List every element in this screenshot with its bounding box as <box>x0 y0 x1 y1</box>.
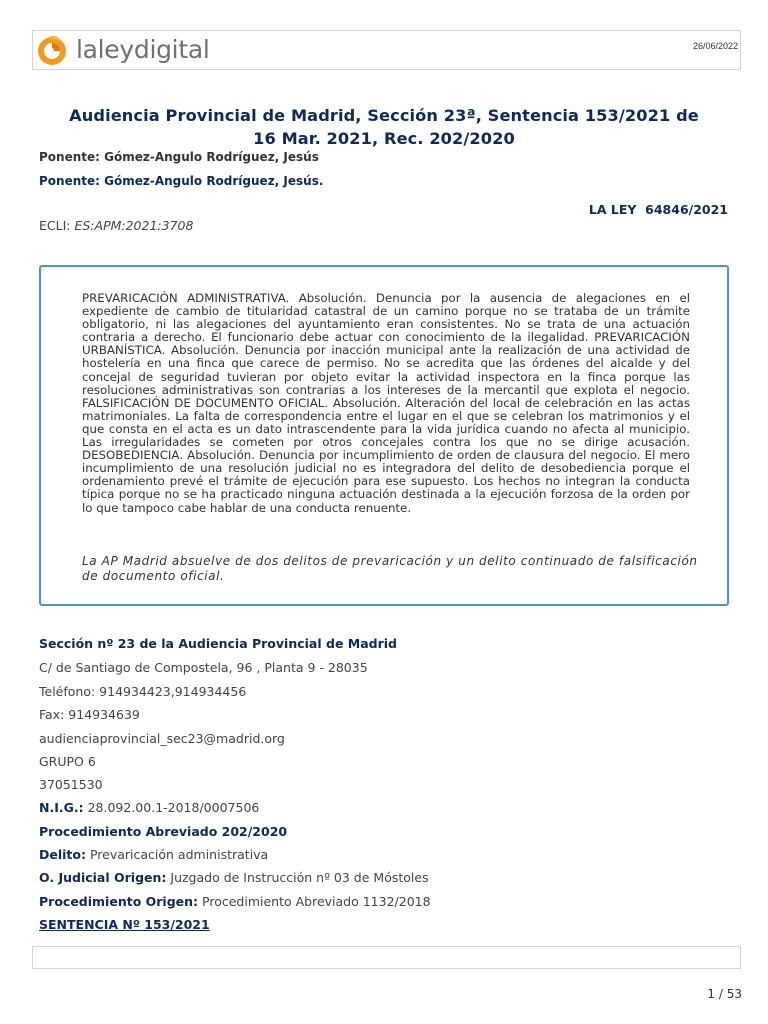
procedure: Procedimiento Abreviado 202/2020 <box>39 824 288 839</box>
court-address: C/ de Santiago de Compostela, 96 , Planta 9 - 28035 <box>39 660 368 675</box>
court-group: GRUPO 6 <box>39 754 96 769</box>
print-date: 26/06/2022 <box>692 41 738 51</box>
court-email[interactable]: audienciaprovincial_sec23@madrid.org <box>39 731 285 746</box>
sentencia-heading[interactable]: SENTENCIA Nº 153/2021 <box>39 917 210 932</box>
summary-box <box>39 265 729 606</box>
proc-origin-label: Procedimiento Origen: <box>39 894 199 909</box>
ponente-link[interactable]: Ponente: Gómez-Angulo Rodríguez, Jesús. <box>39 174 324 188</box>
origin-value: Juzgado de Instrucción nº 03 de Móstoles <box>166 870 429 885</box>
logo[interactable] <box>34 31 210 69</box>
ecli-value: ES:APM:2021:3708 <box>74 218 194 233</box>
nig-value: 28.092.00.1-2018/0007506 <box>83 800 260 815</box>
title-line-1: Audiencia Provincial de Madrid, Sección 23ª, Sentencia 153/2021 de <box>69 106 699 125</box>
origin-label: O. Judicial Origen: <box>39 870 167 885</box>
court-section: Sección nº 23 de la Audiencia Provincial de Madrid <box>39 636 397 651</box>
page-number: 1 / 53 <box>707 987 742 1001</box>
summary-italic: La AP Madrid absuelve de dos delitos de prevaricación y un delito continuado de falsificación de documento oficial. <box>82 554 698 583</box>
title-line-2: 16 Mar. 2021, Rec. 202/2020 <box>253 129 515 148</box>
page-title <box>36 104 732 150</box>
delito-row <box>39 847 268 862</box>
court-code: 37051530 <box>39 777 103 792</box>
logo-text: laleydigital <box>76 35 210 64</box>
court-fax: Fax: 914934639 <box>39 707 140 722</box>
proc-origin-value: Procedimiento Abreviado 1132/2018 <box>198 894 431 909</box>
origin-row <box>39 870 429 885</box>
delito-label: Delito: <box>39 847 86 862</box>
delito-value: Prevaricación administrativa <box>86 847 269 862</box>
summary-text: PREVARICACIÓN ADMINISTRATIVA. Absolución. Denuncia por la ausencia de alegaciones en el expediente de cambio de titularidad catastral de un camino porque no se trataba de un trámite obligatorio, ni las alegaciones del ayuntamiento eran consistentes. No se trata de una actuación contraria a derecho. El funcionario debe actuar con conocimiento de la ilegalidad. PREVARICACIÓN URBANÍSTICA. Absolución. Denuncia por inacción municipal ante la realización de una actividad de hostelería en una finca que carece de permiso. No se acredita que las órdenes del alcalde y del concejal de seguridad tuvieran por objeto evitar la actividad inspectora en la finca porque las resoluciones administrativas son contrarias a los intereses de la mercantil que explota el negocio. FALSIFICACIÓN DE DOCUMENTO OFICIAL. Absolución. Alteración del local de celebración en las actas matrimoniales. La falta de correspondencia entre el lugar en el que se celebran los matrimonios y el que consta en el acta es un dato intrascendente para la vida jurídica cuando no afecta al municipio. Las irregularidades se cometen por otros concejales contra los que no se dirige acusación. DESOBEDIENCIA. Absolución. Denuncia por incumplimiento de orden de clausura del negocio. El mero incumplimiento de una resolución judicial no es integradora del delito de desobediencia porque el ordenamiento prevé el trámite de ejecución para ese supuesto. Los hechos no integran la conducta típica porque no se ha practicado ninguna actuación destinada a la ejecución forzosa de la orden por lo que tampoco cabe hablar de una conducta renuente. <box>82 291 690 515</box>
laley-reference: LA LEY 64846/2021 <box>588 202 728 217</box>
header-bar <box>32 30 741 70</box>
ecli-label: ECLI: <box>39 218 75 233</box>
ponente-plain: Ponente: Gómez-Angulo Rodríguez, Jesús <box>39 150 319 164</box>
ecli <box>39 218 193 233</box>
nig-label: N.I.G.: <box>39 800 84 815</box>
laleydigital-logo-icon <box>34 32 70 68</box>
footer-bar <box>32 946 741 969</box>
proc-origin-row <box>39 894 431 909</box>
court-phone: Teléfono: 914934423,914934456 <box>39 684 247 699</box>
nig-row <box>39 800 259 815</box>
